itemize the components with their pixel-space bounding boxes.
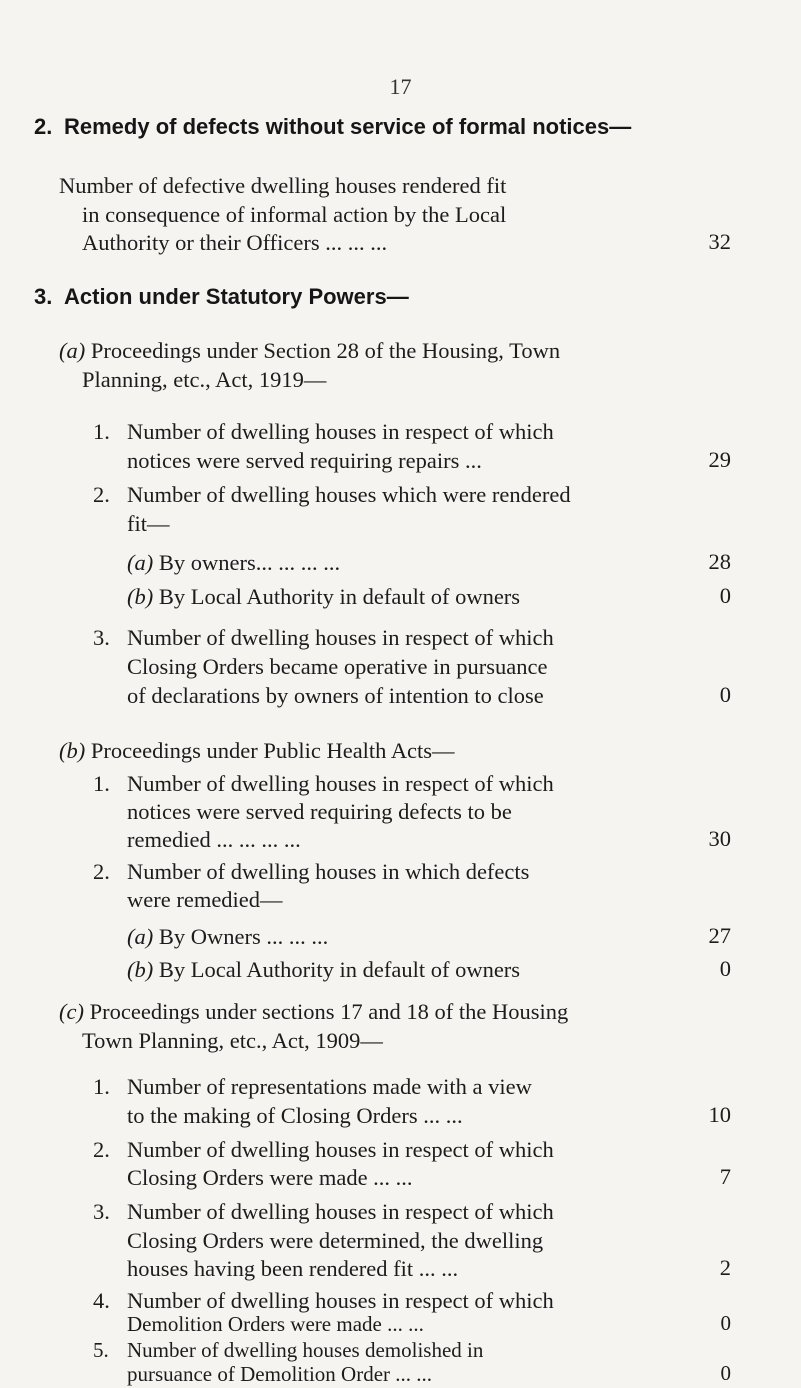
subsection-label: (c) — [59, 999, 84, 1024]
text-line: Number of defective dwelling houses rendered fit — [59, 173, 507, 198]
text-line: Planning, etc., Act, 1919— — [82, 367, 327, 392]
value: 30 — [708, 826, 731, 851]
text-line: Number of dwelling houses in respect of which — [127, 771, 554, 796]
text-line: Proceedings under sections 17 and 18 of the Housing — [89, 999, 569, 1024]
page-number: 17 — [389, 74, 412, 99]
item-number: 2. — [93, 859, 110, 884]
text-line: Number of dwelling houses demolished in — [127, 1338, 484, 1362]
value: 32 — [708, 229, 731, 254]
text-line: in consequence of informal action by the Local — [82, 202, 507, 227]
value: 0 — [719, 583, 731, 608]
text-line: By Owners ... ... ... — [158, 924, 329, 949]
text-line: Number of dwelling houses in respect of which — [127, 625, 554, 650]
value: 2 — [719, 1255, 731, 1280]
item-number: 5. — [93, 1338, 109, 1362]
item-number: 3. — [93, 1199, 110, 1224]
text-line: Closing Orders were made ... ... — [127, 1165, 413, 1190]
sub-label: (b) — [127, 584, 154, 609]
text-line: notices were served requiring defects to be — [127, 799, 512, 824]
item-number: 1. — [93, 1074, 110, 1099]
text-line: to the making of Closing Orders ... ... — [127, 1103, 463, 1128]
text-line: Number of dwelling houses in which defects — [127, 859, 530, 884]
value: 29 — [708, 447, 731, 472]
text-line: houses having been rendered fit ... ... — [127, 1256, 459, 1281]
heading-text: Action under Statutory Powers— — [64, 284, 409, 309]
heading-text: Remedy of defects without service of formal notices— — [64, 114, 632, 139]
sub-item — [127, 549, 340, 576]
text-line: were remedied— — [127, 887, 283, 912]
item-number: 1. — [93, 771, 110, 796]
subsection-c — [59, 998, 568, 1025]
text-line: Number of dwelling houses in respect of which — [127, 1137, 554, 1162]
value: 0 — [720, 1311, 731, 1335]
sub-item — [127, 923, 328, 950]
value: 28 — [708, 549, 731, 574]
section-2-heading — [34, 114, 631, 140]
sub-item — [127, 956, 520, 983]
text-line: By Local Authority in default of owners — [158, 584, 521, 609]
section-3-heading — [34, 284, 409, 310]
text-line: Town Planning, etc., Act, 1909— — [82, 1028, 383, 1053]
text-line: Number of dwelling houses in respect of which — [127, 1288, 554, 1313]
subsection-a — [59, 337, 560, 364]
text-line: Number of dwelling houses in respect of which — [127, 419, 554, 444]
text-line: Closing Orders were determined, the dwelling — [127, 1228, 544, 1253]
item-number: 2. — [93, 482, 110, 507]
value: 10 — [708, 1102, 731, 1127]
value: 27 — [708, 923, 731, 948]
item-number: 4. — [93, 1288, 110, 1313]
text-line: Number of dwelling houses in respect of which — [127, 1199, 554, 1224]
text-line: Demolition Orders were made ... ... — [127, 1312, 424, 1336]
text-line: Number of dwelling houses which were rendered — [127, 482, 571, 507]
sub-label: (b) — [127, 957, 154, 982]
text-line: pursuance of Demolition Order ... ... — [127, 1362, 433, 1386]
value: 0 — [720, 1361, 731, 1385]
section-number: 3. — [34, 284, 53, 309]
text-line: Closing Orders became operative in pursuance — [127, 654, 548, 679]
text-line: By Local Authority in default of owners — [158, 957, 521, 982]
sub-item — [127, 583, 520, 610]
text-line: notices were served requiring repairs ... — [127, 448, 482, 473]
value: 0 — [719, 682, 731, 707]
item-number: 1. — [93, 419, 110, 444]
text-line: fit— — [127, 511, 170, 536]
text-line: By owners... ... ... ... — [158, 550, 341, 575]
text-line: Proceedings under Section 28 of the Housing, Town — [90, 338, 561, 363]
subsection-label: (b) — [59, 738, 86, 763]
text-line: Proceedings under Public Health Acts— — [90, 738, 455, 763]
subsection-b — [59, 737, 455, 764]
text-line: of declarations by owners of intention to close — [127, 683, 544, 708]
item-number: 2. — [93, 1137, 110, 1162]
section-number: 2. — [34, 114, 53, 139]
subsection-label: (a) — [59, 338, 86, 363]
sub-label: (a) — [127, 550, 154, 575]
value: 7 — [719, 1164, 731, 1189]
item-number: 3. — [93, 625, 110, 650]
text-line: remedied ... ... ... ... — [127, 827, 301, 852]
text-line: Authority or their Officers ... ... ... — [82, 230, 388, 255]
text-line: Number of representations made with a view — [127, 1074, 532, 1099]
sub-label: (a) — [127, 924, 154, 949]
value: 0 — [719, 956, 731, 981]
